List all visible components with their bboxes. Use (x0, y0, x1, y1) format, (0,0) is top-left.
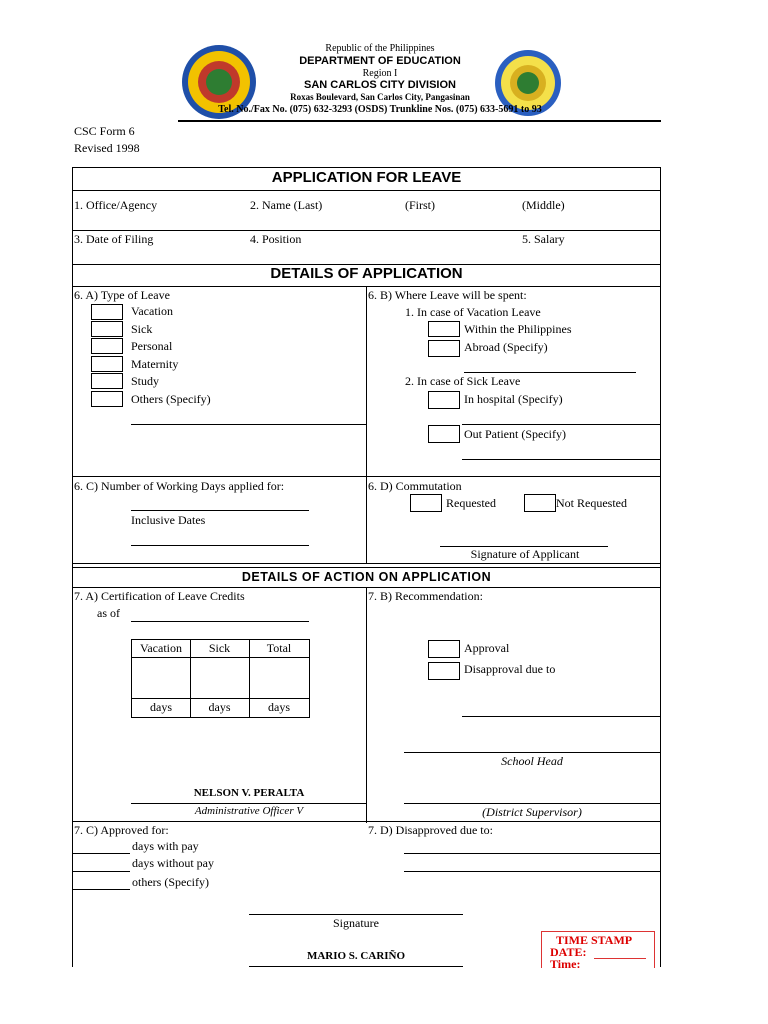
out-patient-specify-line[interactable] (462, 459, 660, 460)
total-days-cell: days (268, 700, 290, 714)
vacation-case-label: 1. In case of Vacation Leave (405, 305, 541, 319)
out-patient-checkbox[interactable] (428, 425, 460, 443)
others-approved-label: others (Specify) (132, 875, 209, 889)
approval-label: Approval (464, 641, 510, 655)
applicant-signature-label: Signature of Applicant (470, 547, 580, 561)
time-stamp-box (541, 931, 655, 968)
days-with-pay-label: days with pay (132, 839, 199, 853)
signature-label: Signature (333, 916, 379, 930)
type-of-leave-label: 6. A) Type of Leave (74, 288, 170, 302)
date-filing-label: 3. Date of Filing (74, 232, 154, 246)
study-label: Study (131, 374, 160, 388)
in-hospital-checkbox[interactable] (428, 391, 460, 409)
action-title: DETAILS OF ACTION ON APPLICATION (241, 570, 492, 584)
sick-label: Sick (131, 322, 153, 336)
name-middle-label: (Middle) (522, 198, 565, 212)
disapproval-label: Disapproval due to (464, 662, 556, 676)
sick-case-label: 2. In case of Sick Leave (405, 374, 521, 388)
working-days-line[interactable] (131, 510, 309, 511)
header-region: Region I (362, 68, 398, 79)
time-stamp-date: DATE: (550, 945, 587, 959)
in-hospital-specify-line[interactable] (462, 424, 660, 425)
disapproval-reason-line[interactable] (462, 716, 660, 717)
col-vacation: Vacation (140, 641, 182, 655)
personal-checkbox[interactable] (91, 338, 123, 354)
officer-title: Administrative Officer V (194, 805, 304, 817)
where-leave-label: 6. B) Where Leave will be spent: (368, 288, 527, 302)
maternity-label: Maternity (131, 357, 179, 371)
maternity-checkbox[interactable] (91, 356, 123, 372)
disapproved-reason-line-2[interactable] (404, 871, 660, 872)
salary-label: 5. Salary (522, 232, 565, 246)
others-approved-line[interactable] (72, 889, 130, 890)
abroad-specify-line[interactable] (464, 372, 636, 373)
commutation-label: 6. D) Commutation (368, 479, 462, 493)
within-philippines-label: Within the Philippines (464, 322, 572, 336)
header-division: SAN CARLOS CITY DIVISION (304, 79, 456, 91)
approval-checkbox[interactable] (428, 640, 460, 658)
header-republic: Republic of the Philippines (325, 43, 435, 54)
col-sick: Sick (208, 641, 231, 655)
in-hospital-label: In hospital (Specify) (464, 392, 563, 406)
form-number: CSC Form 6 (74, 124, 135, 138)
as-of-label: as of (97, 606, 120, 620)
header-rule (178, 120, 661, 122)
name-last-label: 2. Name (Last) (250, 198, 323, 212)
disapproved-reason-line-1[interactable] (404, 853, 660, 854)
requested-label: Requested (446, 496, 496, 510)
approver-signature-line[interactable] (249, 914, 463, 915)
sick-days-cell: days (208, 700, 231, 714)
days-with-pay-line[interactable] (72, 853, 130, 854)
vacation-label: Vacation (131, 304, 173, 318)
days-without-pay-line[interactable] (72, 871, 130, 872)
header-address: Roxas Boulevard, San Carlos City, Pangasinan (290, 92, 470, 102)
abroad-label: Abroad (Specify) (464, 340, 548, 354)
approver-name: MARIO S. CARIÑO (306, 950, 406, 962)
form-revised: Revised 1998 (74, 141, 140, 155)
vacation-days-cell: days (150, 700, 172, 714)
within-philippines-checkbox[interactable] (428, 321, 460, 337)
frame-top (72, 167, 661, 168)
days-without-pay-label: days without pay (132, 856, 214, 870)
not-requested-checkbox[interactable] (524, 494, 556, 512)
inclusive-dates-line[interactable] (131, 545, 309, 546)
requested-checkbox[interactable] (410, 494, 442, 512)
district-signature-line[interactable] (404, 803, 660, 804)
officer-name: NELSON V. PERALTA (193, 787, 305, 799)
office-agency-label: 1. Office/Agency (74, 198, 158, 212)
approved-for-label: 7. C) Approved for: (74, 823, 169, 837)
disapproved-label: 7. D) Disapproved due to: (368, 823, 493, 837)
not-requested-label: Not Requested (556, 496, 627, 510)
name-first-label: (First) (405, 198, 435, 212)
out-patient-label: Out Patient (Specify) (464, 427, 566, 441)
inclusive-dates-label: Inclusive Dates (131, 513, 206, 527)
header-department: DEPARTMENT OF EDUCATION (299, 55, 461, 67)
district-supervisor-label: (District Supervisor) (482, 805, 582, 819)
others-specify-line[interactable] (131, 424, 367, 425)
working-days-label: 6. C) Number of Working Days applied for: (74, 479, 285, 493)
disapproval-checkbox[interactable] (428, 662, 460, 680)
as-of-line[interactable] (131, 621, 309, 622)
header-telephone: Tel. No./Fax No. (075) 632-3293 (OSDS) Trunkline Nos. (075) 633-5691 to 93 (218, 104, 542, 115)
personal-label: Personal (131, 339, 173, 353)
vacation-checkbox[interactable] (91, 304, 123, 320)
col-total: Total (266, 641, 292, 655)
certification-label: 7. A) Certification of Leave Credits (74, 589, 245, 603)
position-label: 4. Position (250, 232, 302, 246)
time-stamp-title: TIME STAMP (556, 933, 633, 947)
time-stamp-time: Time: (550, 957, 581, 968)
abroad-checkbox[interactable] (428, 340, 460, 357)
others-checkbox[interactable] (91, 391, 123, 407)
sick-checkbox[interactable] (91, 321, 123, 337)
others-label: Others (Specify) (131, 392, 211, 406)
leave-credits-table (131, 639, 310, 718)
recommendation-label: 7. B) Recommendation: (368, 589, 483, 603)
school-head-label: School Head (501, 754, 563, 768)
school-head-signature-line[interactable] (404, 752, 660, 753)
form-title: APPLICATION FOR LEAVE (271, 169, 462, 186)
study-checkbox[interactable] (91, 373, 123, 389)
details-title: DETAILS OF APPLICATION (270, 265, 463, 282)
